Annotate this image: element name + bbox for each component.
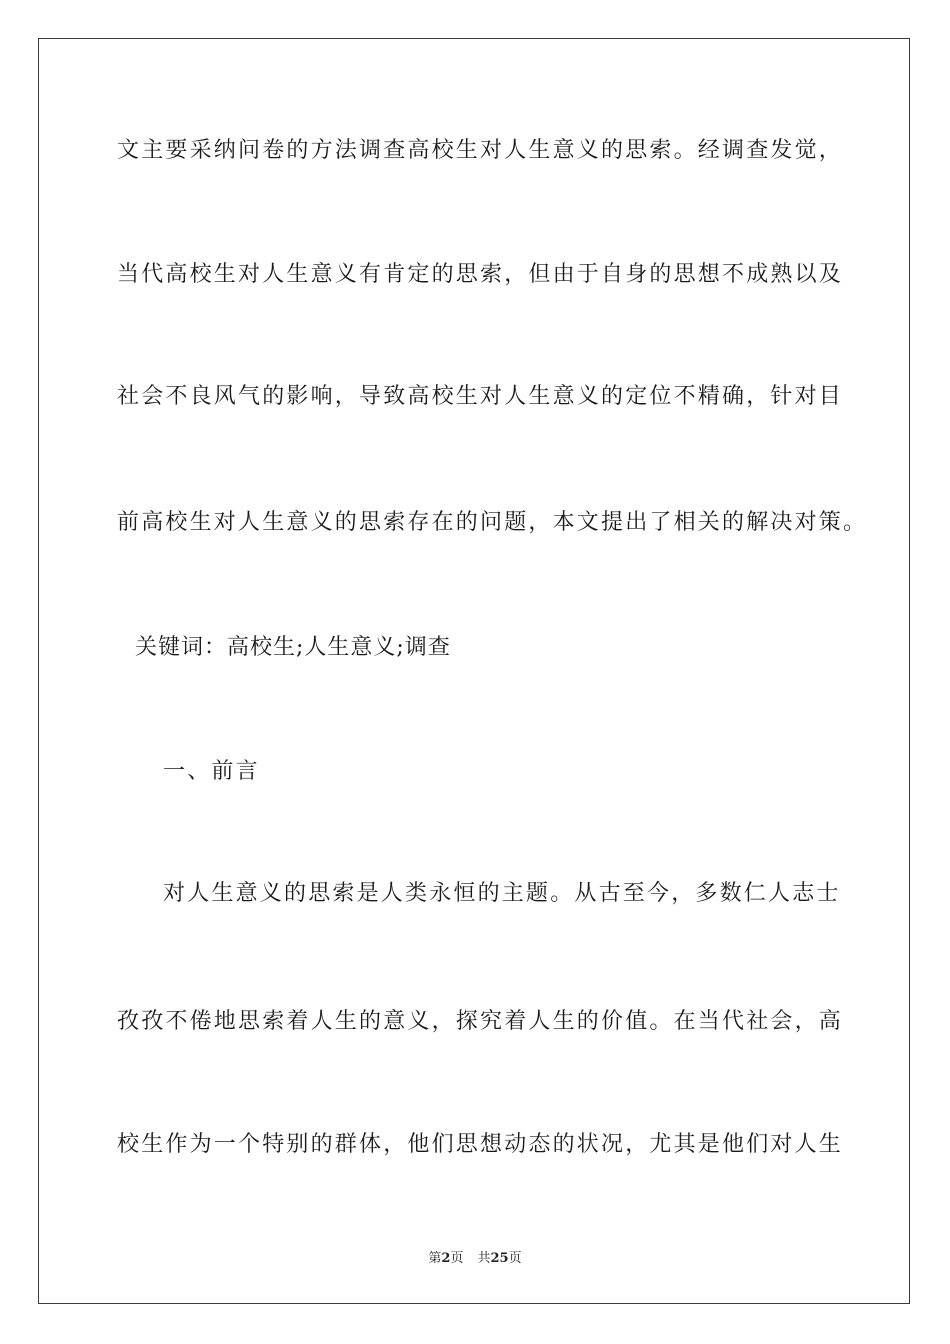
intro-line-1: 对人生意义的思索是人类永恒的主题。从古至今，多数仁人志士 — [163, 881, 841, 906]
abstract-line-3: 社会不良风气的影响，导致高校生对人生意义的定位不精确，针对目 — [117, 384, 844, 409]
keywords: 关键词：高校生;人生意义;调查 — [135, 635, 451, 660]
abstract-line-1: 文主要采纳问卷的方法调查高校生对人生意义的思索。经调查发觉， — [117, 138, 844, 163]
section-heading: 一、前言 — [163, 759, 260, 784]
intro-line-2: 孜孜不倦地思索着人生的意义，探究着人生的价值。在当代社会，高 — [117, 1009, 844, 1034]
footer-page-current: 2 — [441, 1251, 451, 1266]
footer-total-suffix: 页 — [508, 1251, 522, 1266]
page-border — [38, 38, 910, 1304]
abstract-line-4: 前高校生对人生意义的思索存在的问题，本文提出了相关的解决对策。 — [117, 510, 868, 535]
intro-line-3: 校生作为一个特别的群体，他们思想动态的状况，尤其是他们对人生 — [117, 1132, 844, 1157]
footer-page-prefix: 第 — [428, 1251, 442, 1266]
footer-page-total: 25 — [490, 1251, 509, 1266]
page-footer — [0, 1247, 950, 1266]
abstract-line-2: 当代高校生对人生意义有肯定的思索，但由于自身的思想不成熟以及 — [117, 262, 844, 287]
footer-total-prefix: 共 — [477, 1251, 491, 1266]
footer-page-suffix: 页 — [450, 1251, 464, 1266]
